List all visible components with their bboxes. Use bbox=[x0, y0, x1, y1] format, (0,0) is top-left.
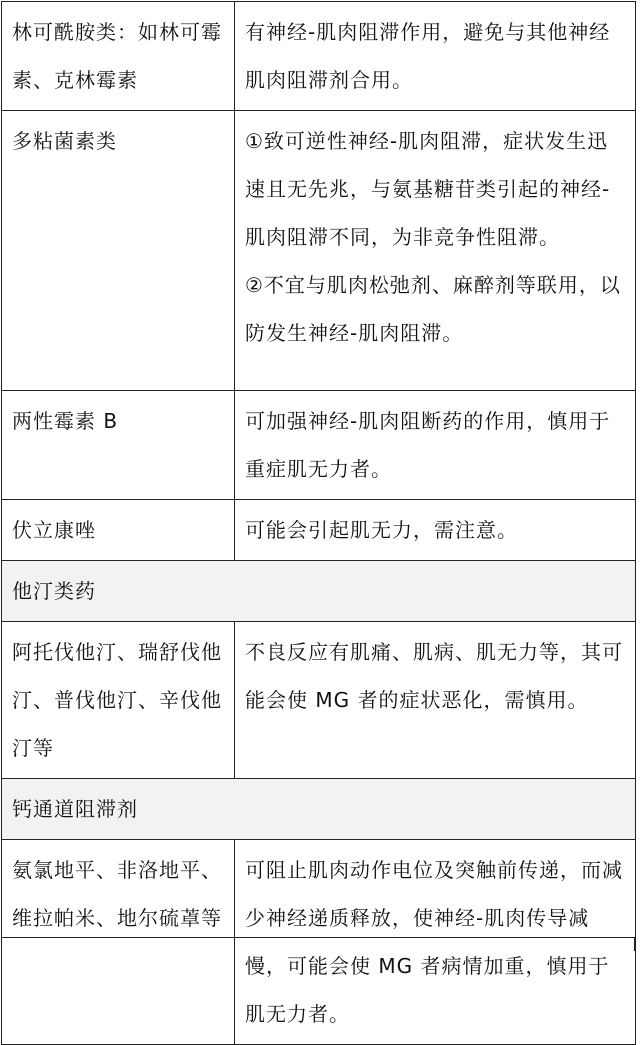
note-text: 可能会引起肌无力，需注意。 bbox=[245, 518, 518, 542]
table-row bbox=[2, 2, 636, 111]
drug-note-cell bbox=[235, 111, 636, 391]
drug-note-cell bbox=[235, 500, 636, 561]
drug-name-cell: 氨氯地平、非洛地平、维拉帕米、地尔硫䓬等 bbox=[2, 840, 235, 1045]
note-text: ①致可逆性神经-肌肉阻滞，症状发生迅速且无先兆，与氨基糖苷类引起的神经-肌肉阻滞不同，为非竞争性阻滞。 bbox=[245, 129, 611, 249]
note-text: 可阻止肌肉动作电位及突触前传递，而减少神经递质释放，使神经-肌肉传导减慢，可能会使 MG 者病情加重，慎用于肌无力者。 bbox=[245, 858, 623, 1026]
section-heading: 他汀类药 bbox=[2, 561, 636, 622]
drug-name-cell: 两性霉素 B bbox=[2, 391, 235, 500]
note-text: 有神经-肌肉阻滞作用，避免与其他神经肌肉阻滞剂合用。 bbox=[245, 20, 611, 92]
section-row bbox=[2, 779, 636, 840]
table-body bbox=[2, 2, 636, 1045]
drug-note-cell bbox=[235, 391, 636, 500]
table-row bbox=[2, 622, 636, 779]
drug-note-cell bbox=[235, 622, 636, 779]
note-text: 不良反应有肌痛、肌病、肌无力等，其可能会使 MG 者的症状恶化，需慎用。 bbox=[245, 640, 623, 712]
table-row bbox=[2, 111, 636, 391]
table-row bbox=[2, 391, 636, 500]
table-row bbox=[2, 500, 636, 561]
drug-name-cell: 多粘菌素类 bbox=[2, 111, 235, 391]
drug-name-cell: 林可酰胺类：如林可霉素、克林霉素 bbox=[2, 2, 235, 111]
note-text: 可加强神经-肌肉阻断药的作用，慎用于重症肌无力者。 bbox=[245, 409, 611, 481]
table-continuation-edge bbox=[1, 937, 635, 951]
drug-note-cell bbox=[235, 2, 636, 111]
note-text: ②不宜与肌肉松弛剂、麻醉剂等联用，以防发生神经-肌肉阻滞。 bbox=[245, 273, 621, 345]
section-heading: 钙通道阻滞剂 bbox=[2, 779, 636, 840]
drug-name-cell: 伏立康唑 bbox=[2, 500, 235, 561]
drug-interaction-table bbox=[1, 1, 636, 1045]
section-row bbox=[2, 561, 636, 622]
drug-name-cell: 阿托伐他汀、瑞舒伐他汀、普伐他汀、辛伐他汀等 bbox=[2, 622, 235, 779]
